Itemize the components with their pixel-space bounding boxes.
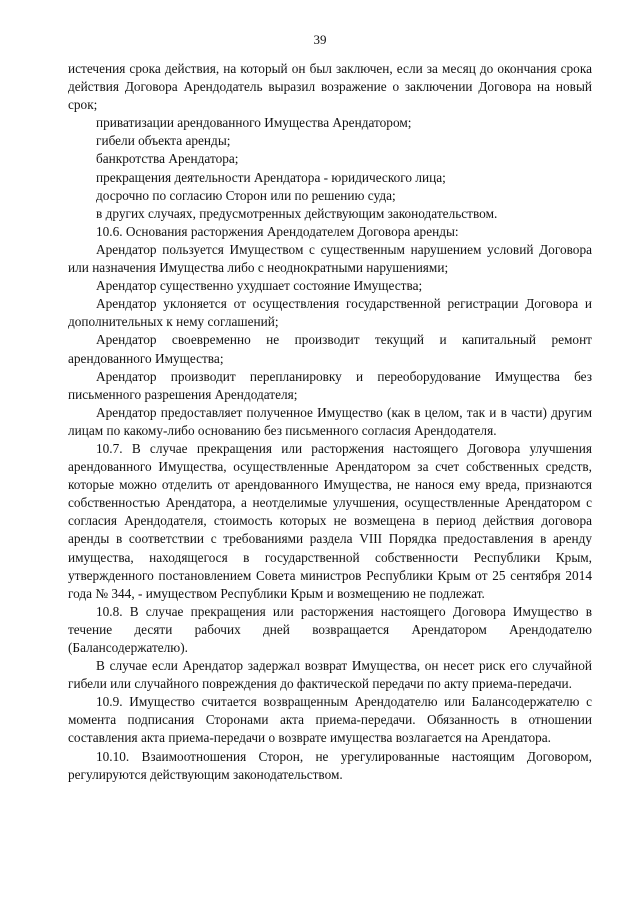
paragraph-sublease: Арендатор предоставляет полученное Имущество (как в целом, так и в части) другим лицам по какому-либо основанию без письменного согласия Арендодателя. <box>68 404 592 438</box>
clause-10-7: 10.7. В случае прекращения или расторжения настоящего Договора улучшения арендованного Имущества, осуществленные Арендатором за счет собственных средств, которые можно отделить от арендованного Имущества, не нанося ему вреда, признаются собственностью Арендатора, а неотделимые улучшения, осуществленные Арендатором с согласия Арендодателя, стоимость которых не возмещена в период действия договора аренды в соответствии с требованиями раздела VIII Порядка предоставления в аренду имущества, находящегося в государственной собственности Республики Крым, утвержденного постановлением Совета министров Республики Крым от 25 сентября 2014 года № 344, - имуществом Республики Крым и возмещению не подлежат. <box>68 440 592 601</box>
paragraph-no-repair: Арендатор своевременно не производит текущий и капитальный ремонт арендованного Имущества; <box>68 332 592 366</box>
paragraph-material-breach: Арендатор пользуется Имуществом с существенным нарушением условий Договора или назначения Имущества либо с неоднократными нарушениями; <box>68 241 592 276</box>
paragraph-redevelopment: Арендатор производит перепланировку и переоборудование Имущества без письменного разрешения Арендодателя; <box>68 368 592 402</box>
paragraph-other-cases: в других случаях, предусмотренных действующим законодательством. <box>96 205 498 221</box>
paragraph-early-termination: досрочно по согласию Сторон или по решению суда; <box>96 187 396 203</box>
paragraph-loss-of-object: гибели объекта аренды; <box>96 133 231 149</box>
paragraph-lease-expiry: истечения срока действия, на который он был заключен, если за месяц до окончания срока действия Договора Арендодатель выразил возражение о заключении Договора на новый срок; <box>68 61 592 113</box>
clause-10-6: 10.6. Основания расторжения Арендодателем Договора аренды: <box>96 223 459 239</box>
paragraph-return-delay: В случае если Арендатор задержал возврат Имущества, он несет риск его случайной гибели или случайного повреждения до фактической передачи по акту приема-передачи. <box>68 658 592 692</box>
page-number: 39 <box>313 32 327 47</box>
document-body <box>68 60 592 784</box>
paragraph-worsens-condition: Арендатор существенно ухудшает состояние Имущества; <box>96 278 423 294</box>
paragraph-evades-registration: Арендатор уклоняется от осуществления государственной регистрации Договора и дополнительных к нему соглашений; <box>68 296 592 330</box>
clause-10-10: 10.10. Взаимоотношения Сторон, не урегулированные настоящим Договором, регулируются действующим законодательством. <box>68 748 592 782</box>
paragraph-bankruptcy: банкротства Арендатора; <box>96 151 239 167</box>
paragraph-privatization: приватизации арендованного Имущества Арендатором; <box>96 115 412 131</box>
paragraph-termination-legal-entity: прекращения деятельности Арендатора - юридического лица; <box>96 169 446 185</box>
clause-10-8: 10.8. В случае прекращения или расторжения настоящего Договора Имущество в течение десяти рабочих дней возвращается Арендатором Арендодателю (Балансодержателю). <box>68 603 592 655</box>
clause-10-9: 10.9. Имущество считается возвращенным Арендодателю или Балансодержателю с момента подписания Сторонами акта приема-передачи. Обязанность в отношении составления акта приема-передачи о возврате имущества возлагается на Арендатора. <box>68 694 592 746</box>
